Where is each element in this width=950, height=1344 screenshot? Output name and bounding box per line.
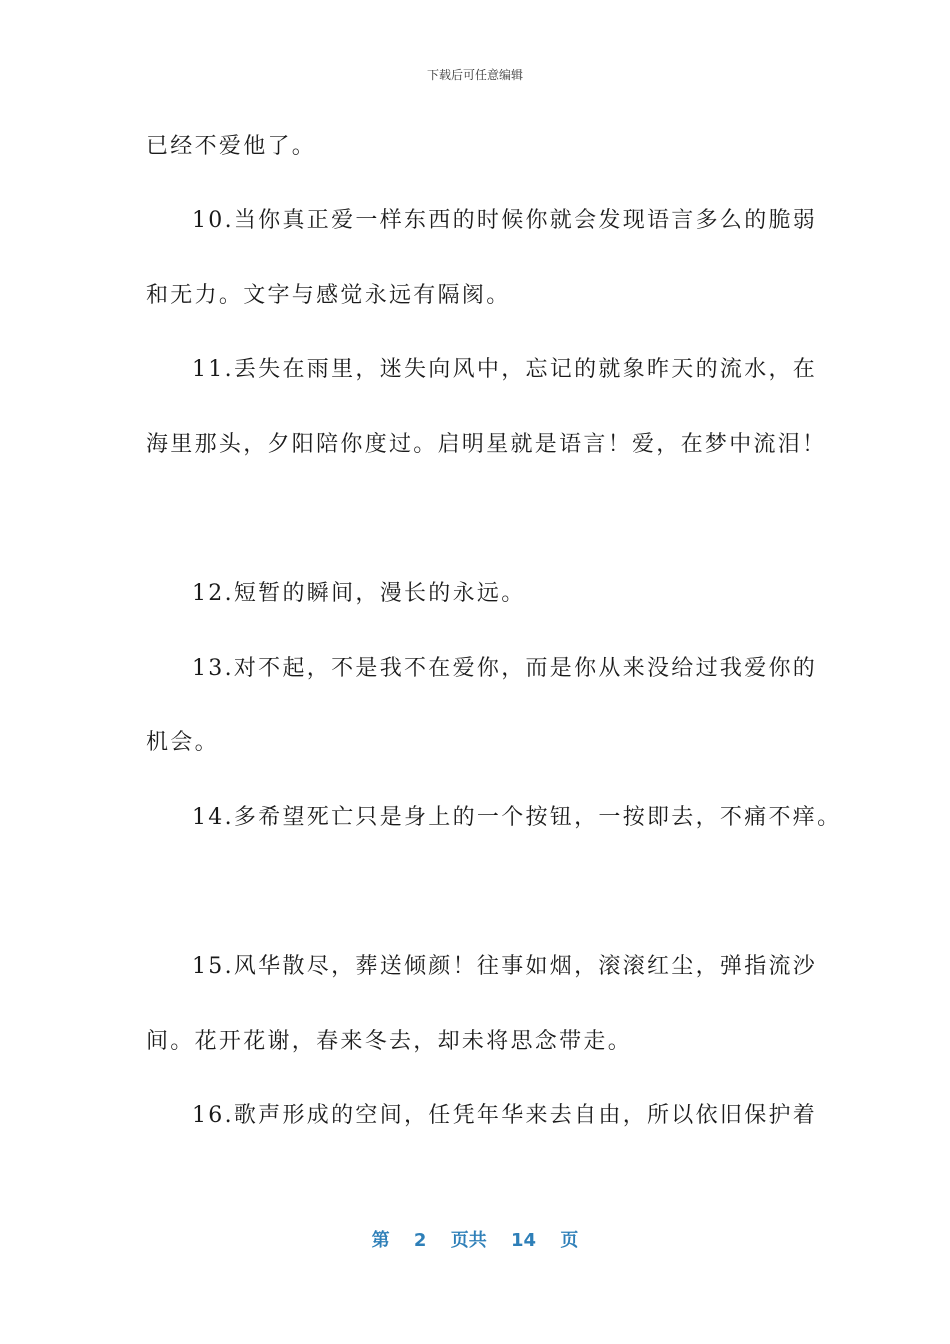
paragraph-line: 16.歌声形成的空间，任凭年华来去自由，所以依旧保护着 bbox=[192, 1103, 818, 1128]
footer-word-end: 页 bbox=[560, 1230, 579, 1251]
footer-current-page: 2 bbox=[413, 1230, 427, 1251]
paragraph-line: 15.风华散尽，葬送倾颜！往事如烟，滚滚红尘，弹指流沙 bbox=[192, 954, 818, 979]
footer-word-total: 页共 bbox=[450, 1230, 487, 1251]
paragraph-line: 11.丢失在雨里，迷失向风中，忘记的就象昨天的流水，在 bbox=[192, 357, 818, 382]
paragraph-line: 10.当你真正爱一样东西的时候你就会发现语言多么的脆弱 bbox=[192, 208, 818, 233]
paragraph-line: 间。花开花谢，春来冬去，却未将思念带走。 bbox=[146, 1029, 633, 1054]
paragraph-line: 14.多希望死亡只是身上的一个按钮，一按即去，不痛不痒。 bbox=[192, 805, 842, 830]
paragraph-line: 海里那头，夕阳陪你度过。启明星就是语言！爱，在梦中流泪！ bbox=[146, 432, 827, 457]
paragraph-line: 已经不爱他了。 bbox=[146, 134, 317, 159]
paragraph-line: 和无力。文字与感觉永远有隔阂。 bbox=[146, 283, 511, 308]
footer-total-pages: 14 bbox=[511, 1230, 537, 1251]
paragraph-line: 13.对不起，不是我不在爱你，而是你从来没给过我爱你的 bbox=[192, 656, 818, 681]
page-header: 下载后可任意编辑 bbox=[426, 68, 523, 82]
page-footer bbox=[0, 1226, 950, 1252]
paragraph-line: 机会。 bbox=[146, 730, 219, 755]
footer-word-page: 第 bbox=[371, 1230, 390, 1251]
paragraph-line: 12.短暂的瞬间，漫长的永远。 bbox=[192, 581, 526, 606]
